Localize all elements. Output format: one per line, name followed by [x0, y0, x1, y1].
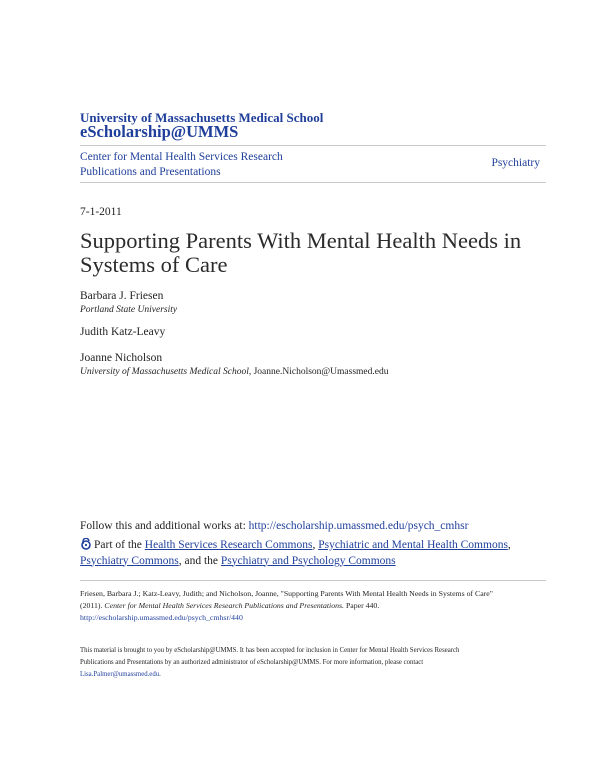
notice-line-3 [80, 669, 540, 681]
article-title [80, 229, 550, 277]
notice-line-2: Publications and Presentations by an authorized administrator of eScholarship@UMMS. For more information, please contact [80, 659, 424, 666]
institution-name: University of Massachusetts Medical School [80, 110, 324, 125]
repository-notice [80, 645, 540, 681]
follow-text: Follow this and additional works at: [80, 520, 246, 532]
follow-line [80, 520, 468, 532]
commons-link-health-services[interactable]: Health Services Research Commons [144, 539, 313, 551]
citation-line-1: Friesen, Barbara J.; Katz-Leavy, Judith; and Nicholson, Joanne, "Supporting Parents With Mental Health Needs in Systems of Care" [80, 589, 493, 598]
open-access-icon [80, 538, 92, 550]
series-line-2[interactable]: Publications and Presentations [80, 166, 221, 178]
notice-line-1: This material is brought to you by eScholarship@UMMS. It has been accepted for inclusion in Center for Mental Health Services Research [80, 647, 460, 654]
series-link[interactable] [80, 150, 380, 180]
citation-line-2 [80, 600, 540, 612]
commons-link-psychiatry-psychology[interactable]: Psychiatry and Psychology Commons [220, 554, 396, 567]
collection-url-link[interactable]: http://escholarship.umassmed.edu/psych_cmhsr [248, 520, 469, 532]
author-name: Joanne Nicholson [80, 352, 163, 364]
contact-email-link[interactable]: Lisa.Palmer@umassmed.edu [80, 671, 160, 678]
citation-series: Center for Mental Health Services Research Publications and Presentations. [104, 601, 344, 610]
citation-rule [80, 580, 546, 581]
separator: , [312, 539, 316, 551]
part-of-prefix: Part of the [94, 539, 142, 551]
header-rule-bottom [80, 182, 546, 183]
commons-link-psychiatry[interactable]: Psychiatry Commons [80, 554, 179, 567]
publication-date: 7-1-2011 [80, 206, 122, 218]
separator: , [507, 539, 511, 551]
notice-end: . [159, 671, 161, 678]
citation-url-link[interactable]: http://escholarship.umassmed.edu/psych_cmhsr/440 [80, 613, 243, 622]
title-line-2: Systems of Care [80, 252, 228, 277]
citation-year: (2011). [80, 601, 103, 610]
repository-name[interactable]: eScholarship@UMMS [80, 122, 239, 141]
part-of-line-1 [80, 538, 520, 554]
series-line-1[interactable]: Center for Mental Health Services Research [80, 151, 283, 163]
part-of-block [80, 538, 520, 569]
commons-link-psychiatric-mental-health[interactable]: Psychiatric and Mental Health Commons [318, 539, 508, 551]
part-of-line-2 [80, 554, 520, 570]
separator: , and the [178, 554, 218, 567]
citation-block [80, 588, 540, 624]
affiliation-text: University of Massachusetts Medical School [80, 367, 249, 377]
author-affiliation: Portland State University [80, 305, 178, 315]
title-line-1: Supporting Parents With Mental Health Needs in [80, 228, 522, 253]
author-email[interactable]: Joanne.Nicholson@Umassmed.edu [253, 367, 389, 377]
header-rule-top [80, 145, 546, 146]
author-affiliation: University of Massachusetts Medical School, Joanne.Nicholson@Umassmed.edu [80, 367, 389, 377]
author-name: Barbara J. Friesen [80, 290, 164, 302]
department-link[interactable]: Psychiatry [491, 157, 540, 169]
author-name: Judith Katz-Leavy [80, 326, 166, 338]
citation-paper: Paper 440. [345, 601, 380, 610]
